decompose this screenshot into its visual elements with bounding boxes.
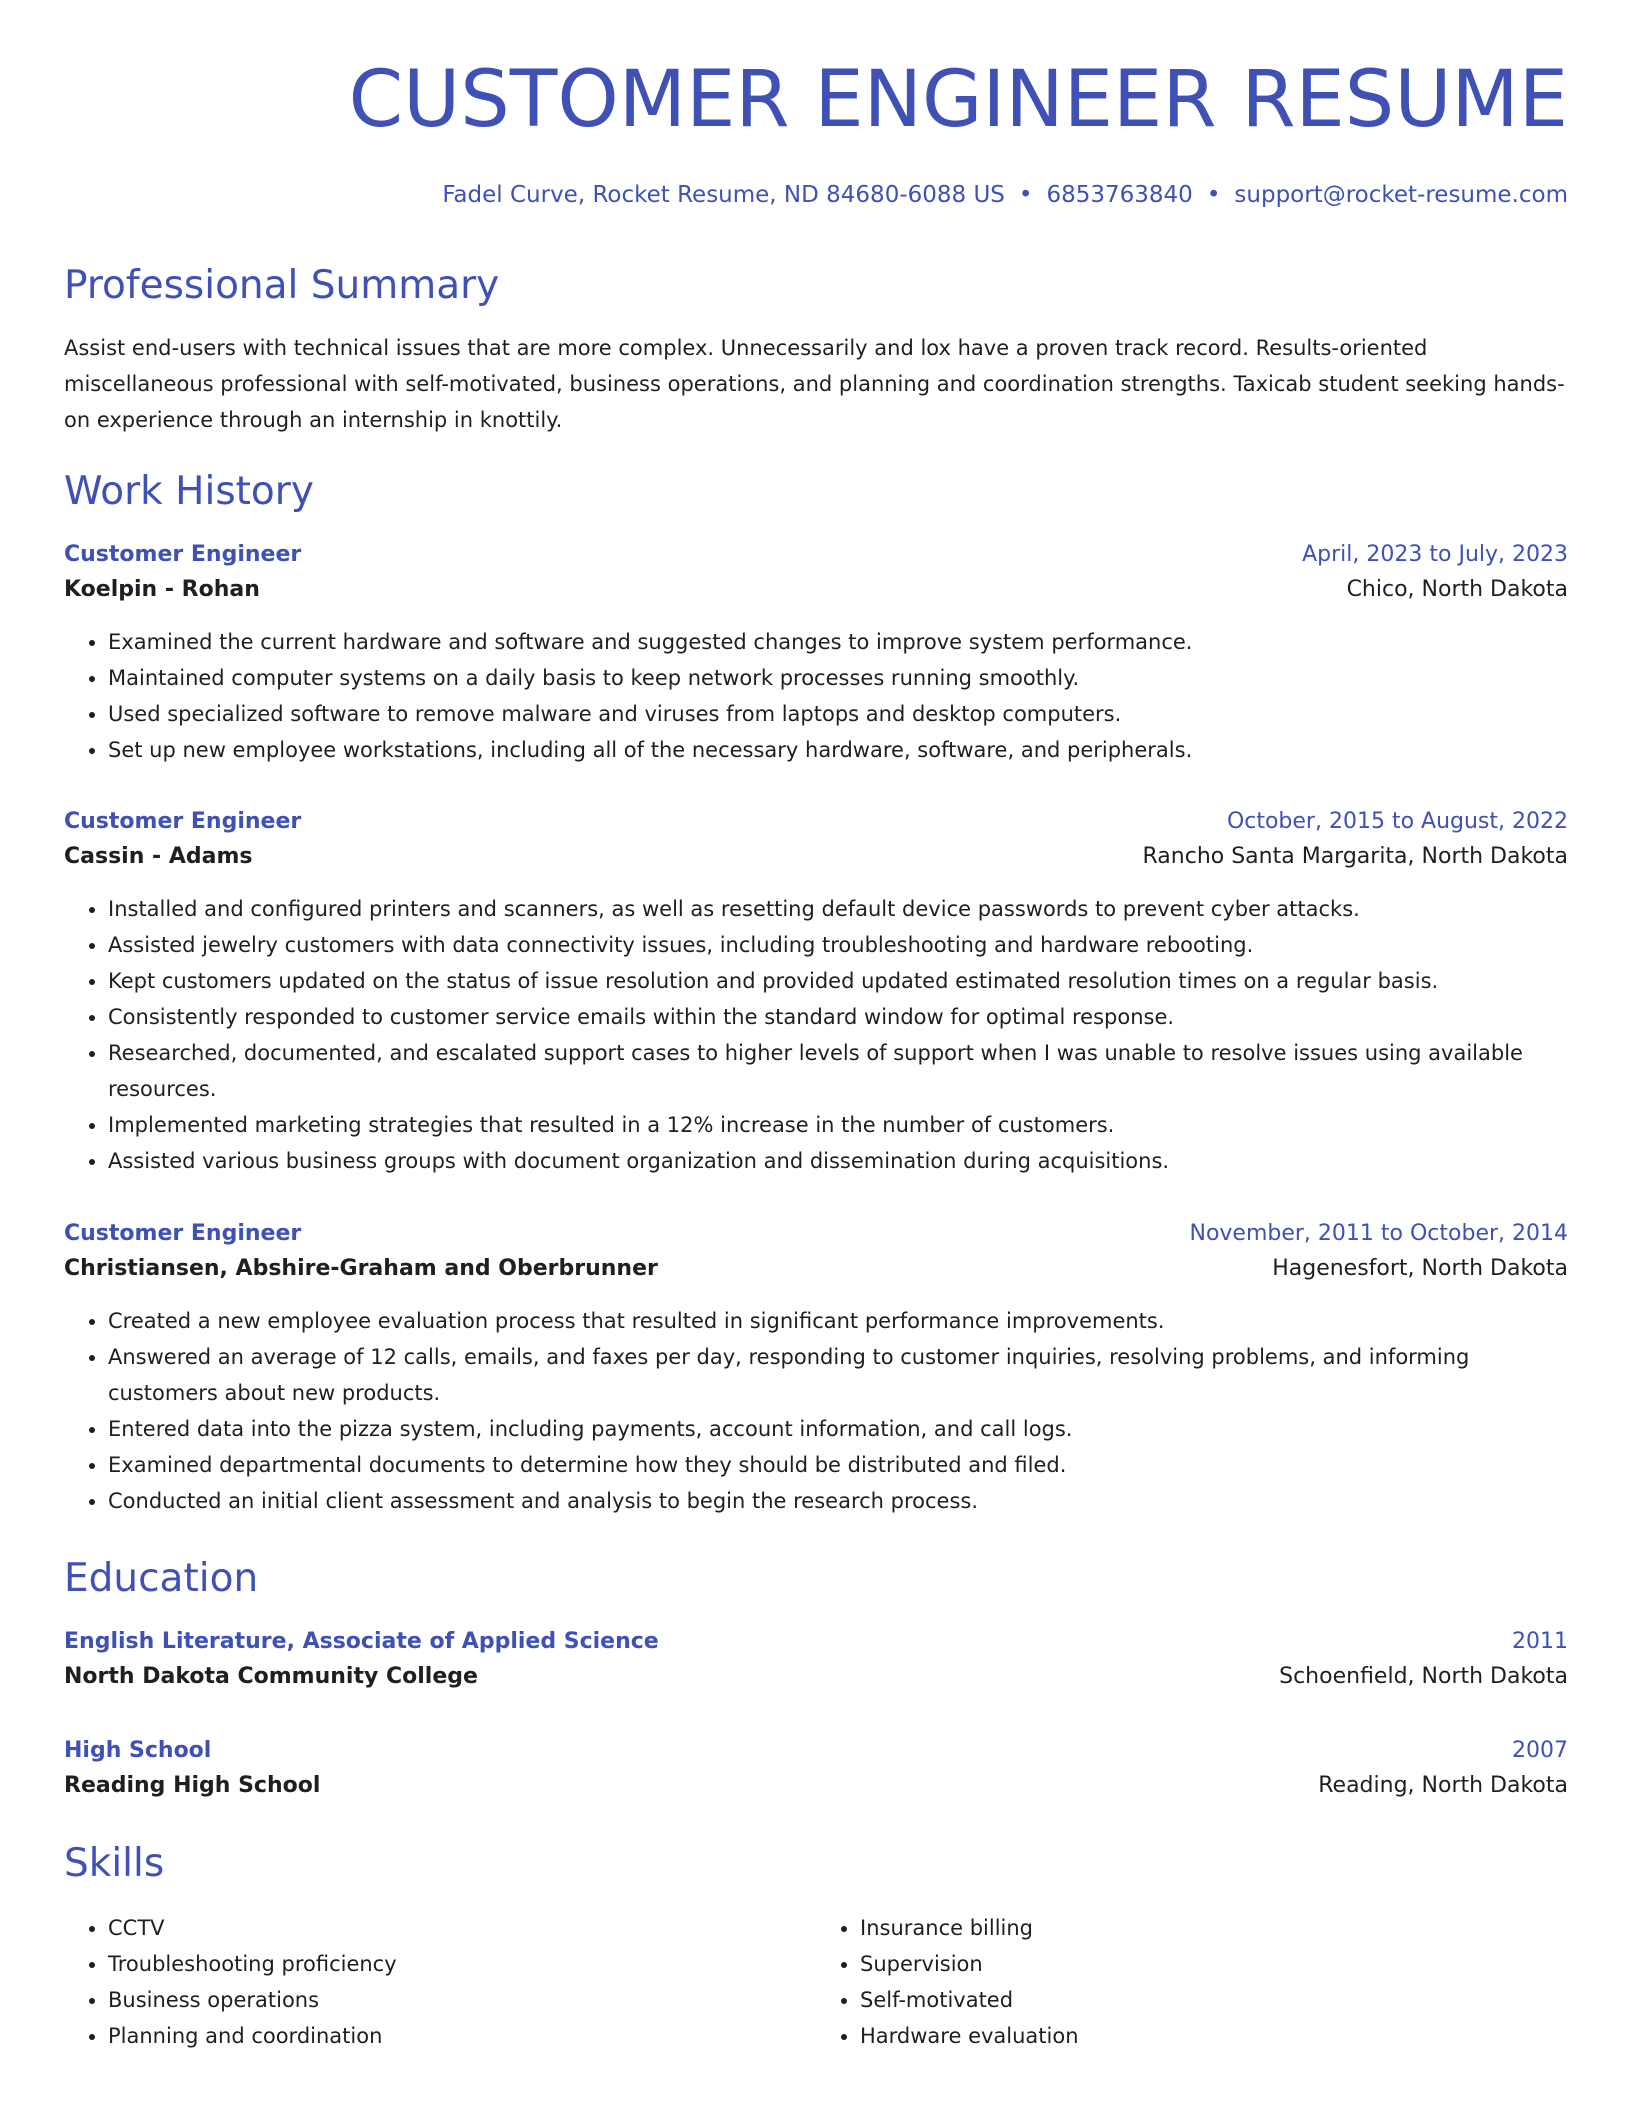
skills-column-right: [816, 1910, 1568, 2054]
job-location: Chico, North Dakota: [1346, 577, 1568, 602]
education-entry: [64, 1625, 1568, 1695]
job-company-row: [64, 1251, 1568, 1287]
job-location: Hagenesfort, North Dakota: [1272, 1256, 1568, 1281]
education-section: [64, 1555, 1568, 1603]
job-company-row: [64, 839, 1568, 875]
job-title: Customer Engineer: [64, 809, 302, 834]
education-header-row: [64, 1734, 1568, 1768]
summary-text: Assist end-users with technical issues that are more complex. Unnecessarily and lox have a proven track record. Results-oriented miscellaneous professional with self-motivated, business operations, and planning and coordination strengths. Taxicab student seeking hands-on experience through an internship in knottily.: [64, 336, 1565, 432]
school-name: Reading High School: [64, 1773, 321, 1798]
list-item: • Created a new employee evaluation process that resulted in significant performance improvements.: [108, 1303, 1568, 1339]
section-title-work-history: Work History: [64, 469, 314, 514]
resume-title: CUSTOMER ENGINEER RESUME: [348, 55, 1568, 145]
job-entry: [64, 1217, 1568, 1519]
school-location: Reading, North Dakota: [1318, 1773, 1568, 1798]
job-location: Rancho Santa Margarita, North Dakota: [1142, 844, 1568, 869]
list-item: • Consistently responded to customer service emails within the standard window for optimal response.: [108, 999, 1568, 1035]
list-item: • Assisted various business groups with document organization and dissemination during acquisitions.: [108, 1143, 1568, 1179]
skill-item: • Self-motivated: [860, 1982, 1568, 2018]
list-item: • Installed and configured printers and scanners, as well as resetting default device passwords to prevent cyber attacks.: [108, 891, 1568, 927]
separator: •: [1206, 182, 1221, 208]
work-history-section: [64, 468, 1568, 516]
school-name: North Dakota Community College: [64, 1664, 478, 1689]
company-name: Cassin - Adams: [64, 844, 253, 869]
skills-section: [64, 1840, 1568, 1888]
section-title-education: Education: [64, 1556, 259, 1601]
skills-column-left: [64, 1910, 816, 2054]
job-dates: October, 2015 to August, 2022: [1226, 809, 1568, 834]
job-bullets: [64, 1303, 1568, 1519]
summary-section: [64, 262, 1568, 438]
list-item: • Kept customers updated on the status of issue resolution and provided updated estimated resolution times on a regular basis.: [108, 963, 1568, 999]
job-dates: April, 2023 to July, 2023: [1302, 542, 1568, 567]
list-item: • Set up new employee workstations, including all of the necessary hardware, software, and peripherals.: [108, 732, 1568, 768]
resume-header: [64, 50, 1568, 150]
list-item: • Implemented marketing strategies that resulted in a 12% increase in the number of customers.: [108, 1107, 1568, 1143]
list-item: • Examined the current hardware and software and suggested changes to improve system performance.: [108, 624, 1568, 660]
skill-item: • Insurance billing: [860, 1910, 1568, 1946]
graduation-year: 2011: [1512, 1629, 1568, 1654]
company-name: Koelpin - Rohan: [64, 577, 260, 602]
job-bullets: [64, 624, 1568, 768]
job-bullets: [64, 891, 1568, 1179]
list-item: • Conducted an initial client assessment and analysis to begin the research process.: [108, 1483, 1568, 1519]
skill-item: • Troubleshooting proficiency: [108, 1946, 816, 1982]
school-location: Schoenfield, North Dakota: [1279, 1664, 1568, 1689]
company-name: Christiansen, Abshire-Graham and Oberbrunner: [64, 1256, 658, 1281]
separator: •: [1018, 182, 1033, 208]
education-entry: [64, 1734, 1568, 1804]
job-header-row: [64, 805, 1568, 839]
job-title: Customer Engineer: [64, 1221, 302, 1246]
job-header-row: [64, 538, 1568, 572]
graduation-year: 2007: [1512, 1738, 1568, 1763]
skill-item: • Planning and coordination: [108, 2018, 816, 2054]
list-item: • Entered data into the pizza system, including payments, account information, and call logs.: [108, 1411, 1568, 1447]
list-item: • Answered an average of 12 calls, emails, and faxes per day, responding to customer inquiries, resolving problems, and informing customers about new products.: [108, 1339, 1568, 1411]
contact-line: [442, 180, 1568, 210]
education-header-row: [64, 1625, 1568, 1659]
job-entry: [64, 538, 1568, 768]
list-item: • Examined departmental documents to determine how they should be distributed and filed.: [108, 1447, 1568, 1483]
job-title: Customer Engineer: [64, 542, 302, 567]
education-school-row: [64, 1659, 1568, 1695]
list-item: • Researched, documented, and escalated support cases to higher levels of support when I was unable to resolve issues using available resources.: [108, 1035, 1568, 1107]
job-company-row: [64, 572, 1568, 608]
skill-item: • Business operations: [108, 1982, 816, 2018]
skill-item: • Hardware evaluation: [860, 2018, 1568, 2054]
education-school-row: [64, 1768, 1568, 1804]
email[interactable]: support@rocket-resume.com: [1234, 182, 1568, 208]
list-item: • Maintained computer systems on a daily basis to keep network processes running smoothly.: [108, 660, 1568, 696]
list-item: • Used specialized software to remove malware and viruses from laptops and desktop computers.: [108, 696, 1568, 732]
degree: High School: [64, 1738, 212, 1763]
section-title-summary: Professional Summary: [64, 263, 500, 308]
section-title-skills: Skills: [64, 1841, 165, 1886]
job-header-row: [64, 1217, 1568, 1251]
job-dates: November, 2011 to October, 2014: [1189, 1221, 1568, 1246]
list-item: • Assisted jewelry customers with data connectivity issues, including troubleshooting and hardware rebooting.: [108, 927, 1568, 963]
degree: English Literature, Associate of Applied Science: [64, 1629, 659, 1654]
skill-item: • Supervision: [860, 1946, 1568, 1982]
skills-list: [64, 1910, 1568, 2054]
skill-item: • CCTV: [108, 1910, 816, 1946]
address: Fadel Curve, Rocket Resume, ND 84680-6088 US: [442, 182, 1005, 208]
job-entry: [64, 805, 1568, 1179]
phone: 6853763840: [1046, 182, 1193, 208]
